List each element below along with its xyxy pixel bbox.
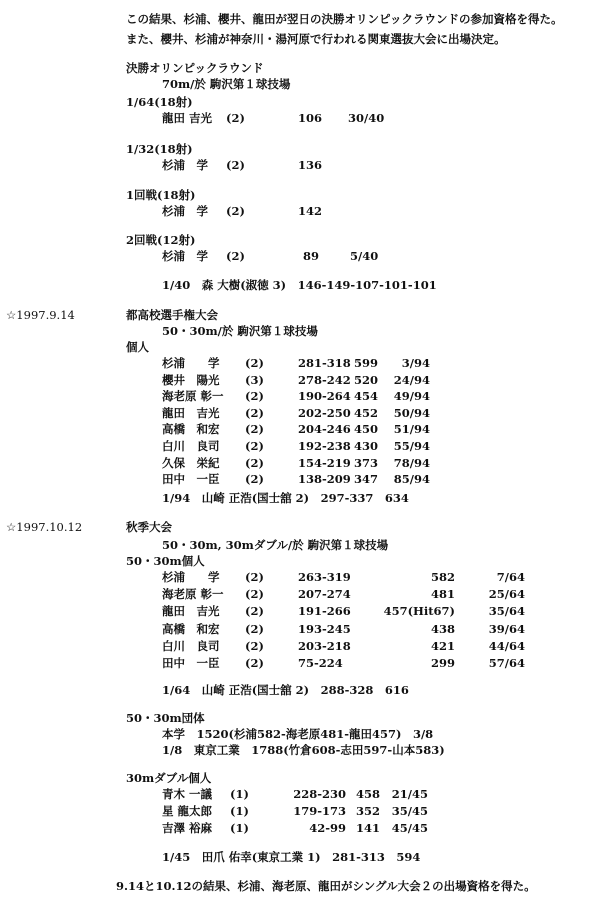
result-grade: (1) (230, 821, 249, 835)
result-total: 352 (355, 804, 380, 818)
result-total: 450 (354, 422, 379, 437)
result-total: 141 (355, 821, 380, 835)
result-split: 75-224 (298, 656, 343, 670)
round-label-3: 1回戦(18射) (126, 188, 196, 202)
result-total: 299 (430, 656, 455, 670)
round-rank-1: 30/40 (348, 111, 385, 125)
result-grade: (2) (245, 604, 264, 619)
result-total: 520 (354, 372, 379, 387)
result-grade: (2) (245, 638, 264, 653)
round-score-1: 106 (298, 111, 323, 125)
result-name: 高橋 和宏 (162, 621, 220, 636)
result-total: 373 (354, 455, 379, 470)
event1-venue: 50・30m/於 駒沢第１球技場 (162, 324, 318, 338)
result-split: 207-274 (298, 587, 351, 602)
round-name-3: 杉浦 学 (162, 204, 208, 218)
result-grade: (2) (245, 422, 264, 437)
round-name-2: 杉浦 学 (162, 158, 208, 172)
event1-top-result: 1/94 山崎 正浩(国士舘 2) 297-337 634 (162, 491, 409, 505)
round-rank-4: 5/40 (350, 249, 379, 263)
result-name: 吉澤 裕麻 (162, 821, 213, 835)
result-name: 龍田 吉光 (162, 405, 220, 420)
result-split: 203-218 (298, 638, 351, 653)
event2-section: 50・30m個人 (126, 554, 205, 568)
round-score-3: 142 (298, 204, 323, 218)
event1-section: 個人 (126, 340, 149, 354)
round-score-2: 136 (298, 158, 323, 172)
result-rank: 78/94 (393, 455, 430, 470)
result-rank: 55/94 (393, 439, 430, 453)
result-split: 138-209 (298, 472, 351, 487)
event2-title: 秋季大会 (126, 520, 172, 534)
result-total: 347 (354, 472, 379, 487)
result-grade: (1) (230, 804, 249, 818)
result-grade: (2) (245, 439, 264, 453)
result-split: 192-238 (298, 439, 351, 453)
round-grade-2: (2) (226, 158, 245, 172)
result-total: 438 (430, 621, 455, 636)
result-grade: (2) (245, 570, 264, 584)
result-grade: (1) (230, 787, 249, 801)
result-rank: 39/64 (488, 621, 525, 636)
result-grade: (2) (245, 455, 264, 470)
team-line-1: 本学 1520(杉浦582-海老原481-龍田457) 3/8 (162, 727, 434, 741)
result-grade: (2) (245, 587, 264, 602)
result-name: 青木 一議 (162, 787, 213, 801)
result-name: 白川 良司 (162, 439, 220, 453)
round-label-4: 2回戦(12射) (126, 233, 196, 247)
result-rank: 35/45 (391, 804, 428, 818)
result-name: 海老原 彰一 (162, 587, 224, 602)
result-grade: (2) (245, 656, 264, 670)
result-grade: (2) (245, 389, 264, 404)
result-total: 421 (430, 638, 455, 653)
olympic-top-result: 1/40 森 大樹(淑徳 3) 146-149-107-101-101 (162, 278, 437, 292)
result-split: 191-266 (298, 604, 351, 619)
result-rank: 21/45 (391, 787, 428, 801)
result-split: 154-219 (298, 455, 351, 470)
result-total: 481 (430, 587, 455, 602)
team-section: 50・30m団体 (126, 711, 205, 725)
result-grade: (2) (245, 472, 264, 487)
intro-line-2: また、櫻井、杉浦が神奈川・湯河原で行われる関東選抜大会に出場決定。 (126, 32, 506, 46)
result-name: 田中 一臣 (162, 656, 220, 670)
round-grade-1: (2) (226, 111, 245, 125)
result-split: 202-250 (298, 405, 351, 420)
event1-date: ☆1997.9.14 (6, 308, 75, 322)
double-section: 30mダブル個人 (126, 771, 212, 785)
intro-line-1: この結果、杉浦、櫻井、龍田が翌日の決勝オリンピックラウンドの参加資格を得た。 (126, 12, 563, 26)
result-rank: 3/94 (401, 356, 430, 370)
round-name-4: 杉浦 学 (162, 249, 208, 263)
result-rank: 24/94 (393, 372, 430, 387)
result-split: 190-264 (298, 389, 351, 404)
result-total: 454 (354, 389, 379, 404)
result-name: 高橋 和宏 (162, 422, 220, 437)
result-split: 278-242 (298, 372, 351, 387)
result-name: 田中 一臣 (162, 472, 220, 487)
result-rank: 85/94 (393, 472, 430, 487)
olympic-round-venue: 70m/於 駒沢第１球技場 (162, 77, 291, 91)
round-label-2: 1/32(18射) (126, 142, 193, 156)
result-rank: 49/94 (393, 389, 430, 404)
result-total: 457(Hit67) (383, 604, 455, 619)
result-rank: 44/64 (488, 638, 525, 653)
double-top-result: 1/45 田爪 佑幸(東京工業 1) 281-313 594 (162, 850, 421, 864)
result-name: 杉浦 学 (162, 356, 220, 370)
result-name: 白川 良司 (162, 638, 220, 653)
team-line-2: 1/8 東京工業 1788(竹倉608-志田597-山本583) (162, 743, 445, 757)
round-grade-3: (2) (226, 204, 245, 218)
result-name: 久保 栄紀 (162, 455, 220, 470)
result-name: 海老原 彰一 (162, 389, 224, 404)
event1-title: 都高校選手権大会 (126, 308, 218, 322)
result-split: 193-245 (298, 621, 351, 636)
event2-venue: 50・30m, 30mダブル/於 駒沢第１球技場 (162, 538, 389, 552)
round-label-1: 1/64(18射) (126, 95, 193, 109)
olympic-round-title: 決勝オリンピックラウンド (126, 61, 264, 75)
result-split: 228-230 (293, 787, 346, 801)
result-name: 星 龍太郎 (162, 804, 213, 818)
result-split: 42-99 (309, 821, 346, 835)
result-split: 204-246 (298, 422, 351, 437)
result-rank: 50/94 (393, 405, 430, 420)
event2-date: ☆1997.10.12 (6, 520, 83, 534)
result-total: 452 (354, 405, 379, 420)
result-rank: 45/45 (391, 821, 428, 835)
footer-note: 9.14と10.12の結果、杉浦、海老原、龍田がシングル大会２の出場資格を得た。 (116, 879, 536, 893)
result-split: 179-173 (293, 804, 346, 818)
result-total: 599 (354, 356, 379, 370)
result-total: 582 (430, 570, 455, 584)
result-rank: 7/64 (496, 570, 525, 584)
result-split: 263-319 (298, 570, 351, 584)
result-split: 281-318 (298, 356, 351, 370)
event2-top-result: 1/64 山崎 正浩(国士舘 2) 288-328 616 (162, 683, 409, 697)
result-name: 杉浦 学 (162, 570, 220, 584)
result-rank: 35/64 (488, 604, 525, 619)
result-total: 458 (355, 787, 380, 801)
result-rank: 51/94 (393, 422, 430, 437)
result-total: 430 (354, 439, 379, 453)
result-rank: 25/64 (488, 587, 525, 602)
result-grade: (2) (245, 621, 264, 636)
result-grade: (3) (245, 372, 264, 387)
result-name: 櫻井 陽光 (162, 372, 220, 387)
result-rank: 57/64 (488, 656, 525, 670)
result-grade: (2) (245, 405, 264, 420)
result-grade: (2) (245, 356, 264, 370)
result-name: 龍田 吉光 (162, 604, 220, 619)
round-score-4: 89 (303, 249, 320, 263)
round-grade-4: (2) (226, 249, 245, 263)
round-name-1: 龍田 吉光 (162, 111, 213, 125)
